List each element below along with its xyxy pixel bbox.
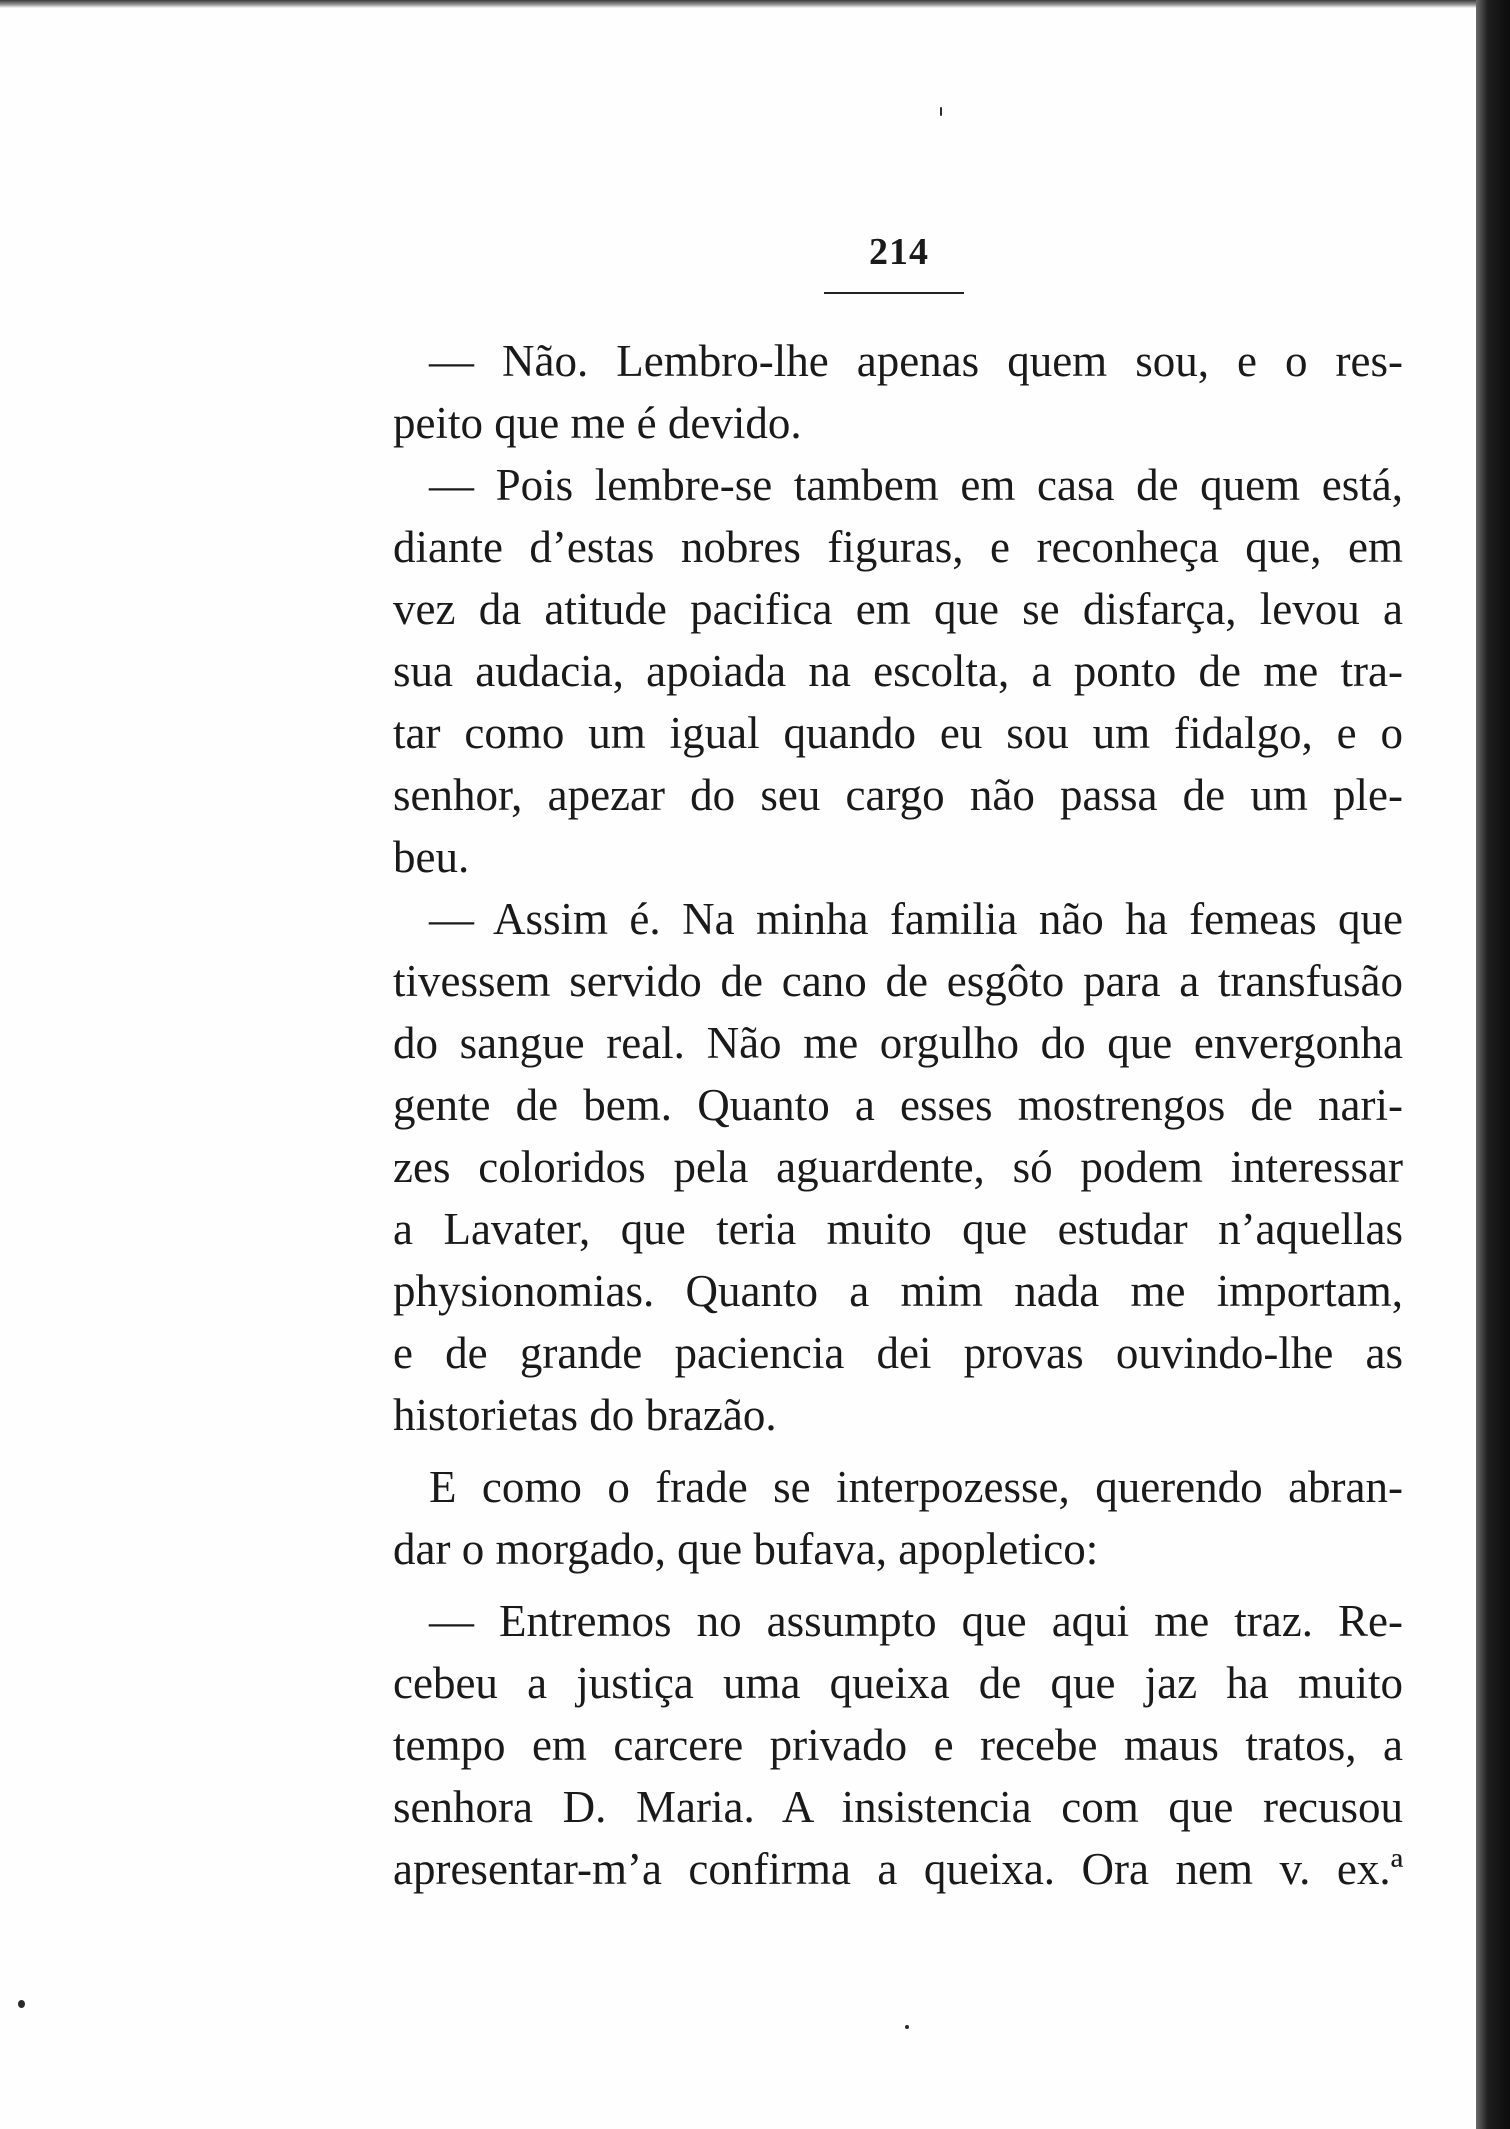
- text-line: — Entremos no assumpto que aqui me traz. Re-: [429, 1596, 1403, 1646]
- text-line: tivessem servido de cano de esgôto para a transfusão: [393, 956, 1403, 1006]
- text-line: sua audacia, apoiada na escolta, a ponto de me tra-: [393, 646, 1403, 696]
- text-line: — Pois lembre-se tambem em casa de quem está,: [429, 460, 1403, 510]
- text-line: e de grande paciencia dei provas ouvindo-lhe as: [393, 1328, 1403, 1378]
- header-rule: [824, 292, 964, 294]
- text-line: — Assim é. Na minha familia não ha femeas que: [429, 894, 1403, 944]
- text-line: historietas do brazão.: [393, 1390, 777, 1440]
- ink-speck: [940, 107, 942, 116]
- paragraph: [393, 888, 1403, 1446]
- text-line: diante d’estas nobres figuras, e reconheça que, em: [393, 522, 1403, 572]
- page-number: 214: [869, 231, 929, 273]
- paragraph-gap: [393, 1580, 1403, 1590]
- paragraph: [393, 330, 1403, 454]
- text-line: senhor, apezar do seu cargo não passa de um ple-: [393, 770, 1403, 820]
- page-binding-edge: [1476, 0, 1510, 2129]
- text-line: senhora D. Maria. A insistencia com que recusou: [393, 1782, 1403, 1832]
- text-line: E como o frade se interpozesse, querendo abran-: [429, 1462, 1403, 1512]
- text-line: do sangue real. Não me orgulho do que envergonha: [393, 1018, 1403, 1068]
- paragraph: [393, 454, 1403, 888]
- page-top-edge: [0, 0, 1510, 8]
- paragraph: [393, 1590, 1403, 1900]
- text-line: cebeu a justiça uma queixa de que jaz ha muito: [393, 1658, 1403, 1708]
- body-text: [393, 330, 1403, 1900]
- text-line: gente de bem. Quanto a esses mostrengos de nari-: [393, 1080, 1403, 1130]
- paragraph-gap: [393, 1446, 1403, 1456]
- ink-speck: [18, 2000, 25, 2008]
- text-line: tar como um igual quando eu sou um fidalgo, e o: [393, 708, 1403, 758]
- text-line: — Não. Lembro-lhe apenas quem sou, e o res-: [429, 336, 1403, 386]
- text-line: apresentar-m’a confirma a queixa. Ora nem v. ex.ª: [393, 1844, 1403, 1894]
- text-line: tempo em carcere privado e recebe maus tratos, a: [393, 1720, 1403, 1770]
- text-line: beu.: [393, 832, 470, 882]
- paragraph: [393, 1456, 1403, 1580]
- text-line: a Lavater, que teria muito que estudar n’aquellas: [393, 1204, 1403, 1254]
- ink-speck: [905, 2025, 909, 2029]
- text-line: vez da atitude pacifica em que se disfarça, levou a: [393, 584, 1403, 634]
- text-line: physionomias. Quanto a mim nada me importam,: [393, 1266, 1403, 1316]
- text-line: zes coloridos pela aguardente, só podem interessar: [393, 1142, 1403, 1192]
- text-line: peito que me é devido.: [393, 398, 802, 448]
- text-line: dar o morgado, que bufava, apopletico:: [393, 1524, 1099, 1574]
